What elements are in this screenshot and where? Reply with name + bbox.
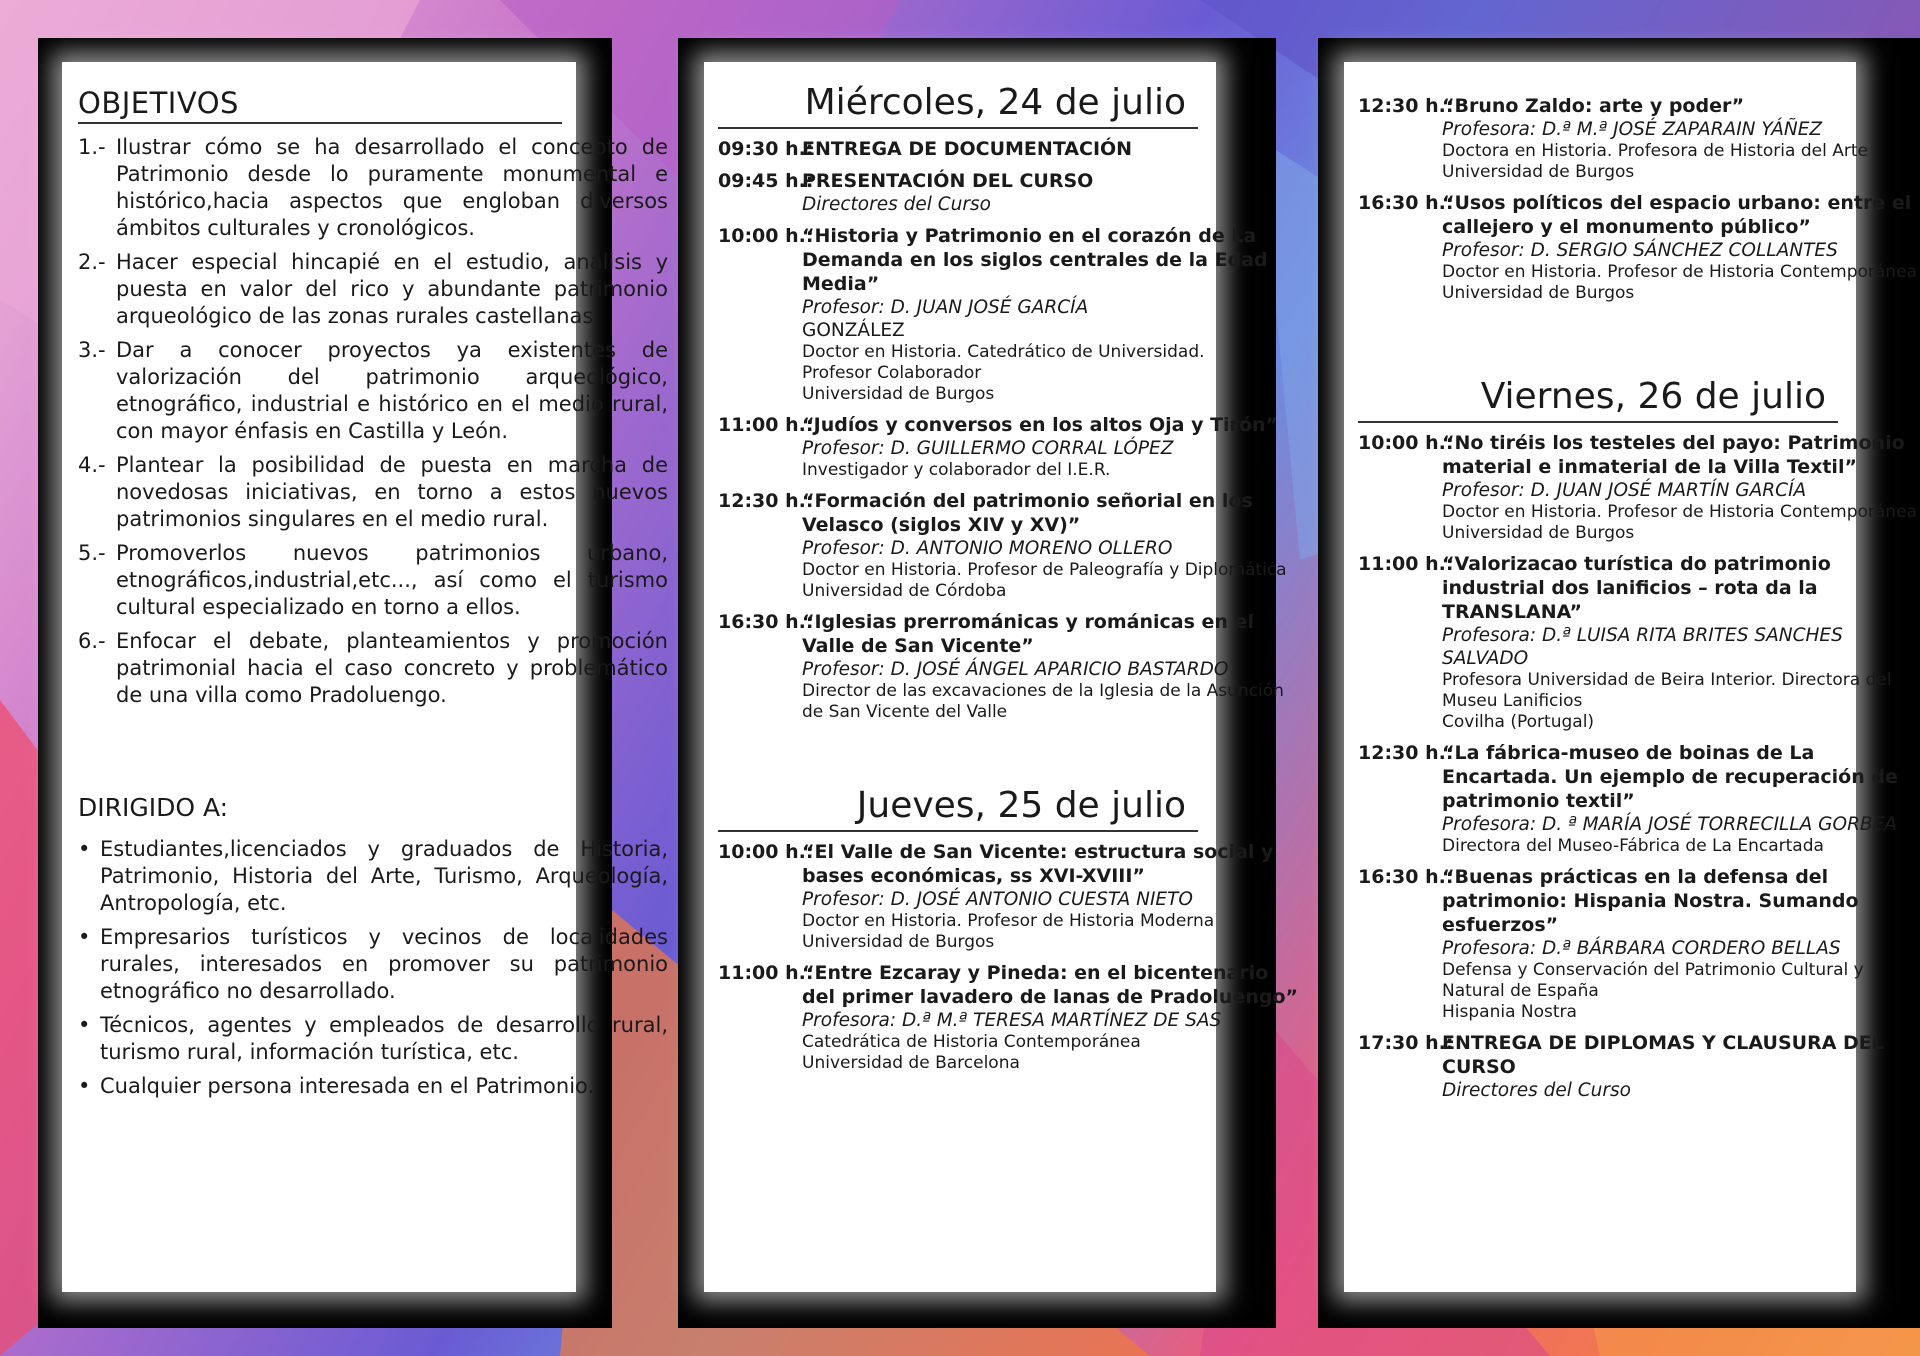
dirigido-item xyxy=(78,836,668,917)
event-time: 11:00 h.: xyxy=(718,414,814,436)
event-title: “Historia y Patrimonio en el corazón de La Demanda en los siglos centrales de la Edad Media” xyxy=(802,225,1268,295)
day1-events xyxy=(718,137,1300,723)
event-speaker: Directores del Curso xyxy=(802,194,991,215)
program-event xyxy=(718,169,1300,216)
objetivo-text: Promoverlos nuevos patrimonios urbano, etnográficos,industrial,etc..., así como el turismo cultural especializado en torno a ellos. xyxy=(116,541,668,619)
event-title: “Entre Ezcaray y Pineda: en el bicentenario del primer lavadero de lanas de Pradoluengo” xyxy=(802,962,1299,1008)
event-body xyxy=(1442,865,1918,1023)
dirigido-text: Técnicos, agentes y empleados de desarrollo rural, turismo rural, información turística, etc. xyxy=(100,1013,668,1064)
program-event xyxy=(718,489,1300,602)
event-affiliation: Doctor en Historia. Profesor de Historia Contemporánea xyxy=(1442,262,1917,282)
event-affiliation: Doctora en Historia. Profesora de Historia del Arte xyxy=(1442,141,1868,161)
event-affiliation: Profesor Colaborador xyxy=(802,363,982,383)
event-speaker: Profesor: D. JOSÉ ÁNGEL APARICIO BASTARDO xyxy=(802,659,1229,680)
program-event xyxy=(1358,191,1918,304)
objetivo-item xyxy=(78,452,668,533)
event-speaker: Profesora: D.ª M.ª JOSÉ ZAPARAIN YÁÑEZ xyxy=(1442,119,1823,140)
day3-events xyxy=(1358,431,1918,1102)
event-affiliation: Universidad de Barcelona xyxy=(802,1053,1020,1073)
event-speaker-surname: GONZÁLEZ xyxy=(802,320,905,341)
event-speaker: Profesor: D. SERGIO SÁNCHEZ COLLANTES xyxy=(1442,240,1838,261)
bullet-icon: • xyxy=(78,1013,91,1037)
event-speaker: Profesora: D.ª LUISA RITA BRITES SANCHES SALVADO xyxy=(1442,625,1843,669)
objetivo-number: 1.- xyxy=(78,135,106,159)
event-body xyxy=(1442,741,1918,857)
event-affiliation: Directora del Museo-Fábrica de La Encartada xyxy=(1442,836,1824,856)
day-title-thursday: Jueves, 25 de julio xyxy=(718,785,1198,832)
event-title: “Bruno Zaldo: arte y poder” xyxy=(1442,95,1745,117)
program-event xyxy=(1358,865,1918,1023)
objetivo-item xyxy=(78,134,668,242)
dirigido-text: Cualquier persona interesada en el Patrimonio. xyxy=(100,1074,595,1098)
program-event xyxy=(718,840,1300,953)
event-title: “Judíos y conversos en los altos Oja y Tirón” xyxy=(802,414,1279,436)
event-time: 12:30 h.: xyxy=(718,490,814,512)
day2-events xyxy=(718,840,1300,1074)
event-title: “Iglesias prerrománicas y románicas en el Valle de San Vicente” xyxy=(802,611,1254,657)
event-title: PRESENTACIÓN DEL CURSO xyxy=(802,170,1094,192)
objetivo-number: 4.- xyxy=(78,453,106,477)
objetivo-text: Plantear la posibilidad de puesta en marcha de novedosas iniciativas, en torno a estos nuevos patrimonios singulares en el medio rural. xyxy=(116,453,668,531)
event-speaker: Profesor: D. JUAN JOSÉ GARCÍA xyxy=(802,297,1089,318)
objetivo-item xyxy=(78,628,668,709)
objetivo-number: 3.- xyxy=(78,338,106,362)
event-time: 16:30 h.: xyxy=(1358,192,1454,214)
event-speaker: Profesora: D. ª MARÍA JOSÉ TORRECILLA GORBEA xyxy=(1442,814,1897,835)
event-title: “La fábrica-museo de boinas de La Encartada. Un ejemplo de recuperación de patrimonio textil” xyxy=(1442,742,1898,812)
objetivo-text: Hacer especial hincapié en el estudio, análisis y puesta en valor del rico y abundante patrimonio arqueológico de las zonas rurales castellanas. xyxy=(116,250,668,328)
objetivo-item xyxy=(78,540,668,621)
event-affiliation: Investigador y colaborador del I.E.R. xyxy=(802,460,1111,480)
bullet-icon: • xyxy=(78,837,91,861)
objetivos-list xyxy=(78,134,668,709)
event-affiliation: Covilha (Portugal) xyxy=(1442,712,1595,732)
event-time: 16:30 h.: xyxy=(718,611,814,633)
event-body xyxy=(802,489,1300,602)
bullet-icon: • xyxy=(78,1074,91,1098)
objetivo-number: 5.- xyxy=(78,541,106,565)
event-affiliation: Universidad de Burgos xyxy=(1442,162,1635,182)
event-body xyxy=(1442,552,1918,733)
event-time: 10:00 h.: xyxy=(1358,432,1454,454)
event-body xyxy=(802,840,1300,953)
event-affiliation: Universidad de Burgos xyxy=(802,384,995,404)
event-speaker: Profesora: D.ª BÁRBARA CORDERO BELLAS xyxy=(1442,938,1841,959)
event-time: 09:45 h.: xyxy=(718,170,814,192)
event-time: 09:30 h.: xyxy=(718,138,814,160)
event-affiliation: Universidad de Burgos xyxy=(1442,283,1635,303)
program-middle xyxy=(718,82,1300,1074)
event-body xyxy=(1442,431,1918,544)
day-title-wednesday: Miércoles, 24 de julio xyxy=(718,82,1198,129)
dirigido-item xyxy=(78,924,668,1005)
event-speaker: Profesor: D. JOSÉ ANTONIO CUESTA NIETO xyxy=(802,889,1193,910)
event-body xyxy=(802,137,1300,161)
bullet-icon: • xyxy=(78,925,91,949)
event-speaker: Profesor: D. GUILLERMO CORRAL LÓPEZ xyxy=(802,438,1174,459)
program-event xyxy=(718,137,1300,161)
objetivo-text: Ilustrar cómo se ha desarrollado el concepto de Patrimonio desde lo puramente monumental e histórico,hacia aspectos que engloban diversos ámbitos culturales y cronológicos. xyxy=(116,135,668,240)
objetivo-number: 6.- xyxy=(78,629,106,653)
event-time: 11:00 h.: xyxy=(1358,553,1454,575)
event-speaker: Profesora: D.ª M.ª TERESA MARTÍNEZ DE SAS xyxy=(802,1010,1222,1031)
objetivos-section xyxy=(78,86,668,1107)
event-affiliation: Doctor en Historia. Profesor de Historia Moderna xyxy=(802,911,1215,931)
event-time: 16:30 h.: xyxy=(1358,866,1454,888)
program-event xyxy=(718,610,1300,723)
event-title: ENTREGA DE DIPLOMAS Y CLAUSURA DEL CURSO xyxy=(1442,1032,1884,1078)
event-body xyxy=(802,413,1300,481)
event-affiliation: Universidad de Córdoba xyxy=(802,581,1007,601)
event-title: “El Valle de San Vicente: estructura social y bases económicas, ss XVI-XVIII” xyxy=(802,841,1274,887)
objetivos-title: OBJETIVOS xyxy=(78,86,562,124)
objetivo-text: Enfocar el debate, planteamientos y promoción patrimonial hacia el caso concreto y problemático de una villa como Pradoluengo. xyxy=(116,629,668,707)
event-affiliation: Doctor en Historia. Profesor de Paleografía y Diplomática xyxy=(802,560,1287,580)
dirigido-item xyxy=(78,1073,668,1100)
event-body xyxy=(802,610,1300,723)
event-time: 12:30 h.: xyxy=(1358,95,1454,117)
program-event xyxy=(718,961,1300,1074)
event-affiliation: Defensa y Conservación del Patrimonio Cultural y Natural de España xyxy=(1442,960,1864,1001)
event-body xyxy=(1442,94,1918,183)
event-title: “No tiréis los testeles del payo: Patrimonio material e inmaterial de la Villa Textil” xyxy=(1442,432,1905,478)
event-time: 17:30 h.: xyxy=(1358,1032,1454,1054)
event-body xyxy=(802,961,1300,1074)
event-body xyxy=(1442,1031,1918,1102)
objetivo-number: 2.- xyxy=(78,250,106,274)
event-affiliation: Doctor en Historia. Catedrático de Universidad. xyxy=(802,342,1205,362)
program-event xyxy=(1358,552,1918,733)
program-right xyxy=(1358,86,1918,1102)
dirigido-list xyxy=(78,836,668,1100)
event-title: “Usos políticos del espacio urbano: entre el callejero y el monumento público” xyxy=(1442,192,1912,238)
event-body xyxy=(802,224,1300,405)
event-title: “Valorizacao turística do patrimonio industrial dos lanificios – rota da la TRANSLANA” xyxy=(1442,553,1831,623)
dirigido-text: Estudiantes,licenciados y graduados de Historia, Patrimonio, Historia del Arte, Turismo, Arqueología, Antropología, etc. xyxy=(100,837,668,915)
event-speaker: Profesor: D. JUAN JOSÉ MARTÍN GARCÍA xyxy=(1442,480,1807,501)
event-body xyxy=(1442,191,1918,304)
program-event xyxy=(718,413,1300,481)
program-event xyxy=(1358,1031,1918,1102)
dirigido-item xyxy=(78,1012,668,1066)
event-title: “Buenas prácticas en la defensa del patrimonio: Hispania Nostra. Sumando esfuerzos” xyxy=(1442,866,1859,936)
objetivo-text: Dar a conocer proyectos ya existentes de valorización del patrimonio arqueológico, etnográfico, industrial e histórico en el medio rural, con mayor énfasis en Castilla y León. xyxy=(116,338,668,443)
objetivo-item xyxy=(78,249,668,330)
day2-continued-events xyxy=(1358,94,1918,304)
event-title: ENTREGA DE DOCUMENTACIÓN xyxy=(802,138,1133,160)
program-event xyxy=(1358,431,1918,544)
event-affiliation: Doctor en Historia. Profesor de Historia Contemporánea xyxy=(1442,502,1917,522)
event-speaker: Profesor: D. ANTONIO MORENO OLLERO xyxy=(802,538,1173,559)
event-affiliation: Profesora Universidad de Beira Interior. Directora del Museu Lanificios xyxy=(1442,670,1892,711)
event-affiliation: Universidad de Burgos xyxy=(1442,523,1635,543)
event-affiliation: Hispania Nostra xyxy=(1442,1002,1577,1022)
dirigido-title: DIRIGIDO A: xyxy=(78,793,229,822)
event-affiliation: Catedrática de Historia Contemporánea xyxy=(802,1032,1141,1052)
day-title-friday: Viernes, 26 de julio xyxy=(1358,376,1838,423)
event-affiliation: Director de las excavaciones de la Iglesia de la Asunción de San Vicente del Valle xyxy=(802,681,1284,722)
dirigido-text: Empresarios turísticos y vecinos de localidades rurales, interesados en promover su patrimonio etnográfico no desarrollado. xyxy=(100,925,668,1003)
event-speaker: Directores del Curso xyxy=(1442,1080,1631,1101)
objetivo-item xyxy=(78,337,668,445)
event-body xyxy=(802,169,1300,216)
event-title: “Formación del patrimonio señorial en los Velasco (siglos XIV y XV)” xyxy=(802,490,1253,536)
event-time: 12:30 h.: xyxy=(1358,742,1454,764)
event-time: 10:00 h.: xyxy=(718,841,814,863)
program-event xyxy=(1358,94,1918,183)
program-event xyxy=(718,224,1300,405)
event-affiliation: Universidad de Burgos xyxy=(802,932,995,952)
event-time: 11:00 h.: xyxy=(718,962,814,984)
program-event xyxy=(1358,741,1918,857)
event-time: 10:00 h.: xyxy=(718,225,814,247)
